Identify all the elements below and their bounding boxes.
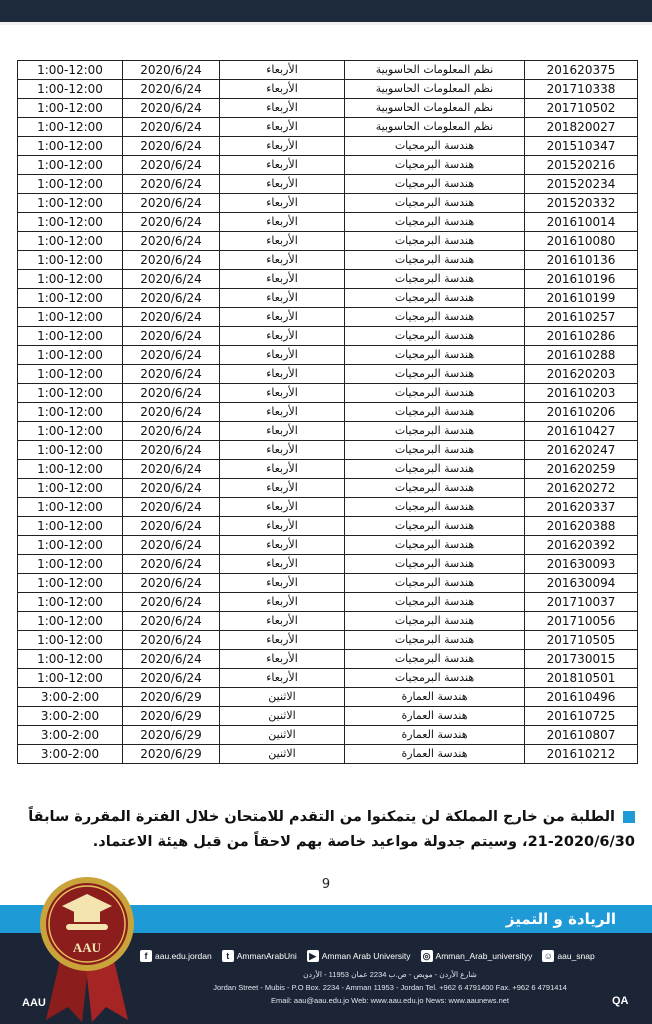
major-cell: هندسة العمارة [345,707,525,726]
date-cell: 2020/6/24 [123,99,220,118]
student-id-cell: 201710037 [525,593,638,612]
major-cell: هندسة البرمجيات [345,308,525,327]
instagram-icon: ◎ [421,950,433,962]
major-cell: هندسة العمارة [345,726,525,745]
date-cell: 2020/6/24 [123,232,220,251]
day-cell: الأربعاء [220,270,345,289]
date-cell: 2020/6/24 [123,479,220,498]
aau-medal-logo [38,872,136,1022]
date-cell: 2020/6/24 [123,346,220,365]
day-cell: الأربعاء [220,118,345,137]
youtube-icon: ▶ [307,950,319,962]
time-cell: 1:00-12:00 [18,555,123,574]
student-id-cell: 201520332 [525,194,638,213]
day-cell: الاثنين [220,745,345,764]
time-cell: 1:00-12:00 [18,441,123,460]
time-cell: 1:00-12:00 [18,479,123,498]
date-cell: 2020/6/24 [123,137,220,156]
table-row [18,726,638,745]
date-cell: 2020/6/24 [123,194,220,213]
table-row [18,289,638,308]
student-id-cell: 201610196 [525,270,638,289]
time-cell: 1:00-12:00 [18,232,123,251]
day-cell: الأربعاء [220,517,345,536]
time-cell: 1:00-12:00 [18,422,123,441]
time-cell: 1:00-12:00 [18,118,123,137]
major-cell: هندسة البرمجيات [345,460,525,479]
social-link-facebook[interactable] [140,950,212,962]
table-row [18,479,638,498]
table-row [18,517,638,536]
address-english: Jordan Street - Mubis - P.O Box. 2234 - Amman 11953 - Jordan Tel. +962 6 4791400 Fax. +962 6 4791414 [213,983,567,992]
table-row [18,251,638,270]
major-cell: هندسة البرمجيات [345,384,525,403]
table-row [18,137,638,156]
major-cell: هندسة البرمجيات [345,365,525,384]
day-cell: الأربعاء [220,251,345,270]
day-cell: الأربعاء [220,574,345,593]
date-cell: 2020/6/24 [123,536,220,555]
time-cell: 1:00-12:00 [18,194,123,213]
student-id-cell: 201620259 [525,460,638,479]
student-id-cell: 201510347 [525,137,638,156]
student-id-cell: 201610807 [525,726,638,745]
time-cell: 1:00-12:00 [18,384,123,403]
major-cell: نظم المعلومات الحاسوبية [345,80,525,99]
table-row [18,403,638,422]
date-cell: 2020/6/24 [123,213,220,232]
major-cell: هندسة البرمجيات [345,574,525,593]
date-cell: 2020/6/24 [123,365,220,384]
date-cell: 2020/6/24 [123,308,220,327]
table-row [18,536,638,555]
date-cell: 2020/6/24 [123,156,220,175]
social-label: aau_snap [557,951,595,961]
time-cell: 1:00-12:00 [18,99,123,118]
student-id-cell: 201710502 [525,99,638,118]
time-cell: 1:00-12:00 [18,460,123,479]
time-cell: 1:00-12:00 [18,631,123,650]
medal-text: AAU [72,940,102,955]
date-cell: 2020/6/24 [123,574,220,593]
date-cell: 2020/6/29 [123,745,220,764]
time-cell: 1:00-12:00 [18,650,123,669]
student-id-cell: 201610206 [525,403,638,422]
day-cell: الاثنين [220,726,345,745]
major-cell: هندسة البرمجيات [345,650,525,669]
table-row [18,346,638,365]
student-id-cell: 201710505 [525,631,638,650]
date-cell: 2020/6/24 [123,175,220,194]
major-cell: هندسة البرمجيات [345,555,525,574]
time-cell: 3:00-2:00 [18,707,123,726]
table-row [18,498,638,517]
table-row [18,270,638,289]
day-cell: الأربعاء [220,593,345,612]
major-cell: هندسة البرمجيات [345,631,525,650]
day-cell: الأربعاء [220,555,345,574]
time-cell: 1:00-12:00 [18,346,123,365]
social-links [140,945,640,967]
student-id-cell: 201620388 [525,517,638,536]
major-cell: نظم المعلومات الحاسوبية [345,61,525,80]
social-label: AmmanArabUni [236,951,297,961]
table-row [18,422,638,441]
day-cell: الأربعاء [220,308,345,327]
table-row [18,99,638,118]
date-cell: 2020/6/24 [123,612,220,631]
time-cell: 1:00-12:00 [18,61,123,80]
table-row [18,156,638,175]
cap-band [74,912,100,922]
major-cell: هندسة البرمجيات [345,498,525,517]
time-cell: 3:00-2:00 [18,745,123,764]
footer-aau-logo: AAU [22,997,46,1009]
student-id-cell: 201610203 [525,384,638,403]
date-cell: 2020/6/24 [123,498,220,517]
table-row [18,707,638,726]
time-cell: 1:00-12:00 [18,289,123,308]
time-cell: 1:00-12:00 [18,175,123,194]
date-cell: 2020/6/24 [123,61,220,80]
slogan: الريادة و التميز [505,910,616,928]
date-cell: 2020/6/29 [123,688,220,707]
table-row [18,612,638,631]
time-cell: 1:00-12:00 [18,536,123,555]
student-id-cell: 201610286 [525,327,638,346]
time-cell: 1:00-12:00 [18,251,123,270]
date-cell: 2020/6/24 [123,593,220,612]
note-bullet-icon [623,811,635,823]
day-cell: الأربعاء [220,650,345,669]
date-cell: 2020/6/24 [123,441,220,460]
day-cell: الأربعاء [220,194,345,213]
student-id-cell: 201810501 [525,669,638,688]
day-cell: الأربعاء [220,61,345,80]
student-id-cell: 201610257 [525,308,638,327]
note-paragraph [15,805,635,855]
twitter-icon: t [222,950,234,962]
major-cell: هندسة العمارة [345,745,525,764]
time-cell: 1:00-12:00 [18,593,123,612]
major-cell: هندسة العمارة [345,688,525,707]
student-id-cell: 201620247 [525,441,638,460]
contact-web: Email: aau@aau.edu.jo Web: www.aau.edu.jo News: www.aaunews.net [270,996,510,1005]
major-cell: هندسة البرمجيات [345,289,525,308]
student-id-cell: 201820027 [525,118,638,137]
day-cell: الأربعاء [220,460,345,479]
student-id-cell: 201610496 [525,688,638,707]
major-cell: هندسة البرمجيات [345,251,525,270]
table-row [18,194,638,213]
snapchat-icon: ☺ [543,951,553,961]
table-row [18,631,638,650]
student-id-cell: 201610212 [525,745,638,764]
day-cell: الأربعاء [220,365,345,384]
date-cell: 2020/6/24 [123,631,220,650]
time-cell: 3:00-2:00 [18,688,123,707]
exam-schedule-table [17,60,638,764]
day-cell: الاثنين [220,707,345,726]
date-cell: 2020/6/24 [123,650,220,669]
note-line-1: الطلبة من خارج المملكة لن يتمكنوا من التقدم للامتحان خلال الفترة المقررة سابقاً [28,809,615,825]
major-cell: هندسة البرمجيات [345,213,525,232]
student-id-cell: 201610725 [525,707,638,726]
student-id-cell: 201520216 [525,156,638,175]
day-cell: الأربعاء [220,536,345,555]
major-cell: هندسة البرمجيات [345,441,525,460]
time-cell: 1:00-12:00 [18,156,123,175]
date-cell: 2020/6/24 [123,403,220,422]
social-link-snapchat[interactable] [542,950,594,962]
table-row [18,745,638,764]
student-id-cell: 201620203 [525,365,638,384]
major-cell: هندسة البرمجيات [345,612,525,631]
major-cell: هندسة البرمجيات [345,517,525,536]
table-row [18,118,638,137]
major-cell: هندسة البرمجيات [345,669,525,688]
day-cell: الأربعاء [220,441,345,460]
time-cell: 3:00-2:00 [18,726,123,745]
day-cell: الأربعاء [220,422,345,441]
day-cell: الأربعاء [220,612,345,631]
table-row [18,384,638,403]
day-cell: الأربعاء [220,327,345,346]
time-cell: 1:00-12:00 [18,137,123,156]
date-cell: 2020/6/24 [123,289,220,308]
day-cell: الأربعاء [220,99,345,118]
top-bar [0,0,652,22]
table-row [18,61,638,80]
date-cell: 2020/6/24 [123,669,220,688]
major-cell: نظم المعلومات الحاسوبية [345,99,525,118]
major-cell: هندسة البرمجيات [345,270,525,289]
time-cell: 1:00-12:00 [18,498,123,517]
diploma-scroll-icon [66,924,108,930]
social-link-youtube[interactable] [307,950,411,962]
social-link-instagram[interactable] [421,950,533,962]
major-cell: هندسة البرمجيات [345,175,525,194]
table-row [18,460,638,479]
date-cell: 2020/6/29 [123,726,220,745]
major-cell: هندسة البرمجيات [345,479,525,498]
day-cell: الأربعاء [220,232,345,251]
table-row [18,574,638,593]
day-cell: الأربعاء [220,289,345,308]
date-cell: 2020/6/24 [123,422,220,441]
major-cell: نظم المعلومات الحاسوبية [345,118,525,137]
date-cell: 2020/6/24 [123,517,220,536]
student-id-cell: 201620392 [525,536,638,555]
major-cell: هندسة البرمجيات [345,536,525,555]
table-row [18,593,638,612]
table-row [18,441,638,460]
time-cell: 1:00-12:00 [18,327,123,346]
day-cell: الأربعاء [220,498,345,517]
date-cell: 2020/6/24 [123,460,220,479]
time-cell: 1:00-12:00 [18,574,123,593]
table-row [18,175,638,194]
time-cell: 1:00-12:00 [18,80,123,99]
student-id-cell: 201610014 [525,213,638,232]
exam-schedule-body [18,61,638,764]
note-line-2: 21-2020/6/30، وسيتم جدولة مواعيد خاصة بهم لاحقاً من قبل هيئة الاعتماد. [92,834,635,850]
student-id-cell: 201630093 [525,555,638,574]
time-cell: 1:00-12:00 [18,365,123,384]
table-row [18,327,638,346]
day-cell: الأربعاء [220,156,345,175]
student-id-cell: 201610199 [525,289,638,308]
table-row [18,308,638,327]
facebook-icon: f [140,950,152,962]
top-bar-accent [0,22,652,25]
social-label: aau.edu.jordan [155,951,212,961]
student-id-cell: 201610427 [525,422,638,441]
student-id-cell: 201610288 [525,346,638,365]
student-id-cell: 201610080 [525,232,638,251]
date-cell: 2020/6/24 [123,118,220,137]
day-cell: الاثنين [220,688,345,707]
page-number: 9 [321,877,331,892]
social-label: Amman_Arab_universityy [435,951,533,961]
student-id-cell: 201620337 [525,498,638,517]
table-row [18,365,638,384]
date-cell: 2020/6/24 [123,384,220,403]
date-cell: 2020/6/24 [123,251,220,270]
major-cell: هندسة البرمجيات [345,346,525,365]
day-cell: الأربعاء [220,213,345,232]
student-id-cell: 201610136 [525,251,638,270]
date-cell: 2020/6/24 [123,80,220,99]
student-id-cell: 201710056 [525,612,638,631]
major-cell: هندسة البرمجيات [345,232,525,251]
major-cell: هندسة البرمجيات [345,137,525,156]
table-row [18,688,638,707]
major-cell: هندسة البرمجيات [345,593,525,612]
major-cell: هندسة البرمجيات [345,422,525,441]
major-cell: هندسة البرمجيات [345,156,525,175]
major-cell: هندسة البرمجيات [345,403,525,422]
social-label: Amman Arab University [321,951,411,961]
day-cell: الأربعاء [220,80,345,99]
day-cell: الأربعاء [220,403,345,422]
date-cell: 2020/6/24 [123,327,220,346]
table-row [18,80,638,99]
time-cell: 1:00-12:00 [18,270,123,289]
student-id-cell: 201730015 [525,650,638,669]
footer-qa-logo: QA [612,995,629,1007]
major-cell: هندسة البرمجيات [345,194,525,213]
student-id-cell: 201620272 [525,479,638,498]
day-cell: الأربعاء [220,346,345,365]
day-cell: الأربعاء [220,479,345,498]
date-cell: 2020/6/24 [123,555,220,574]
social-link-twitter[interactable] [222,950,297,962]
table-row [18,669,638,688]
address-arabic: شارع الأردن - مويص - ص.ب 2234 عمان 11953 - الأردن [303,970,477,979]
student-id-cell: 201520234 [525,175,638,194]
day-cell: الأربعاء [220,175,345,194]
student-id-cell: 201620375 [525,61,638,80]
day-cell: الأربعاء [220,137,345,156]
time-cell: 1:00-12:00 [18,517,123,536]
date-cell: 2020/6/24 [123,270,220,289]
time-cell: 1:00-12:00 [18,612,123,631]
student-id-cell: 201630094 [525,574,638,593]
day-cell: الأربعاء [220,669,345,688]
student-id-cell: 201710338 [525,80,638,99]
date-cell: 2020/6/29 [123,707,220,726]
table-row [18,555,638,574]
day-cell: الأربعاء [220,631,345,650]
time-cell: 1:00-12:00 [18,213,123,232]
day-cell: الأربعاء [220,384,345,403]
table-row [18,232,638,251]
time-cell: 1:00-12:00 [18,308,123,327]
major-cell: هندسة البرمجيات [345,327,525,346]
time-cell: 1:00-12:00 [18,669,123,688]
table-row [18,213,638,232]
table-row [18,650,638,669]
time-cell: 1:00-12:00 [18,403,123,422]
